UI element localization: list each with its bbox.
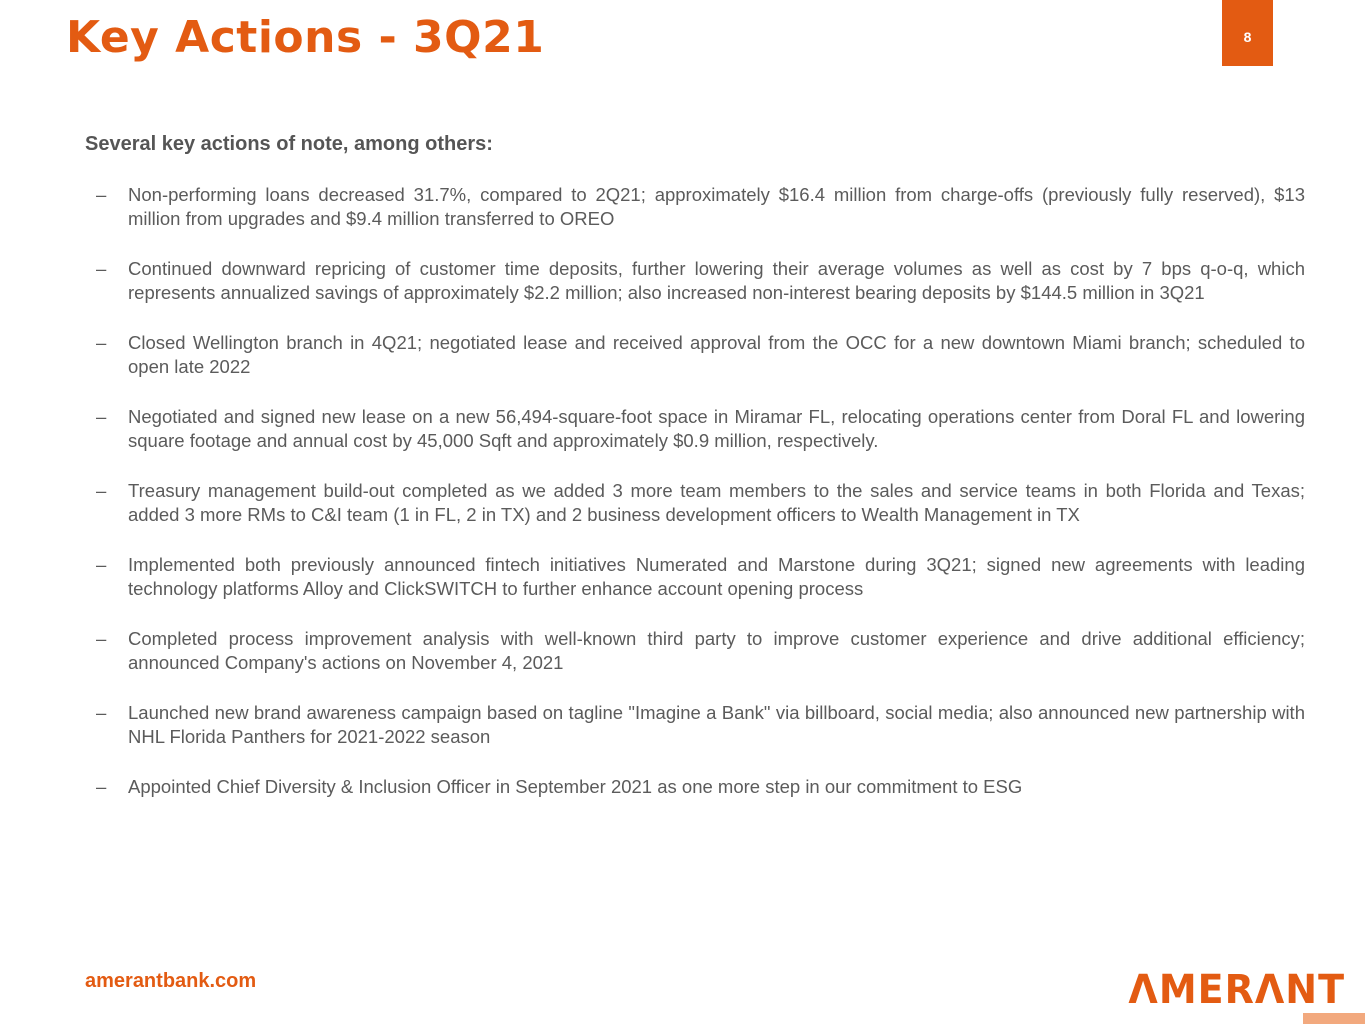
dash-bullet-marker: – bbox=[96, 184, 107, 205]
bullet-text: Closed Wellington branch in 4Q21; negotiated lease and received approval from the OCC for a new downtown Miami branch; scheduled to open late 2022 bbox=[128, 332, 1305, 377]
bullet-item bbox=[85, 775, 1305, 799]
bullet-text: Completed process improvement analysis with well-known third party to improve customer experience and drive additional efficiency; announced Company's actions on November 4, 2021 bbox=[128, 628, 1305, 673]
website-link[interactable]: amerantbank.com bbox=[85, 970, 257, 992]
bullet-text: Negotiated and signed new lease on a new 56,494-square-foot space in Miramar FL, relocating operations center from Doral FL and lowering square footage and annual cost by 45,000 Sqft and approximately $0.9 million, respectively. bbox=[128, 406, 1305, 451]
bullet-item bbox=[85, 331, 1305, 378]
decorative-bar bbox=[1303, 1013, 1365, 1024]
dash-bullet-marker: – bbox=[96, 702, 107, 723]
page-title: Key Actions - 3Q21 bbox=[66, 12, 545, 63]
dash-bullet-marker: – bbox=[96, 406, 107, 427]
bullet-item bbox=[85, 553, 1305, 600]
dash-bullet-marker: – bbox=[96, 776, 107, 797]
bullet-item bbox=[85, 183, 1305, 230]
dash-bullet-marker: – bbox=[96, 332, 107, 353]
amerant-logo: ΛMERΛNT bbox=[1128, 966, 1345, 1013]
page-number: 8 bbox=[1243, 29, 1252, 45]
dash-bullet-marker: – bbox=[96, 258, 107, 279]
bullet-text: Implemented both previously announced fintech initiatives Numerated and Marstone during 3Q21; signed new agreements with leading technology platforms Alloy and ClickSWITCH to further enhance account opening process bbox=[128, 554, 1305, 599]
bullet-list bbox=[85, 183, 1305, 799]
page-number-badge bbox=[1222, 0, 1273, 66]
dash-bullet-marker: – bbox=[96, 480, 107, 501]
bullet-item bbox=[85, 405, 1305, 452]
bullet-text: Appointed Chief Diversity & Inclusion Officer in September 2021 as one more step in our commitment to ESG bbox=[128, 776, 1023, 797]
dash-bullet-marker: – bbox=[96, 554, 107, 575]
bullet-text: Launched new brand awareness campaign based on tagline "Imagine a Bank" via billboard, social media; also announced new partnership with NHL Florida Panthers for 2021-2022 season bbox=[128, 702, 1305, 747]
subtitle: Several key actions of note, among others: bbox=[85, 133, 493, 155]
dash-bullet-marker: – bbox=[96, 628, 107, 649]
bullet-item bbox=[85, 627, 1305, 674]
bullet-item bbox=[85, 257, 1305, 304]
slide-content bbox=[85, 133, 1305, 826]
bullet-item bbox=[85, 479, 1305, 526]
bullet-text: Continued downward repricing of customer time deposits, further lowering their average volumes as well as cost by 7 bps q-o-q, which represents annualized savings of approximately $2.2 million; also increased non-interest bearing deposits by $144.5 million in 3Q21 bbox=[128, 258, 1305, 303]
bullet-text: Non-performing loans decreased 31.7%, compared to 2Q21; approximately $16.4 million from charge-offs (previously fully reserved), $13 million from upgrades and $9.4 million transferred to OREO bbox=[128, 184, 1305, 229]
bullet-item bbox=[85, 701, 1305, 748]
bullet-text: Treasury management build-out completed as we added 3 more team members to the sales and service teams in both Florida and Texas; added 3 more RMs to C&I team (1 in FL, 2 in TX) and 2 business development officers to Wealth Management in TX bbox=[128, 480, 1305, 525]
